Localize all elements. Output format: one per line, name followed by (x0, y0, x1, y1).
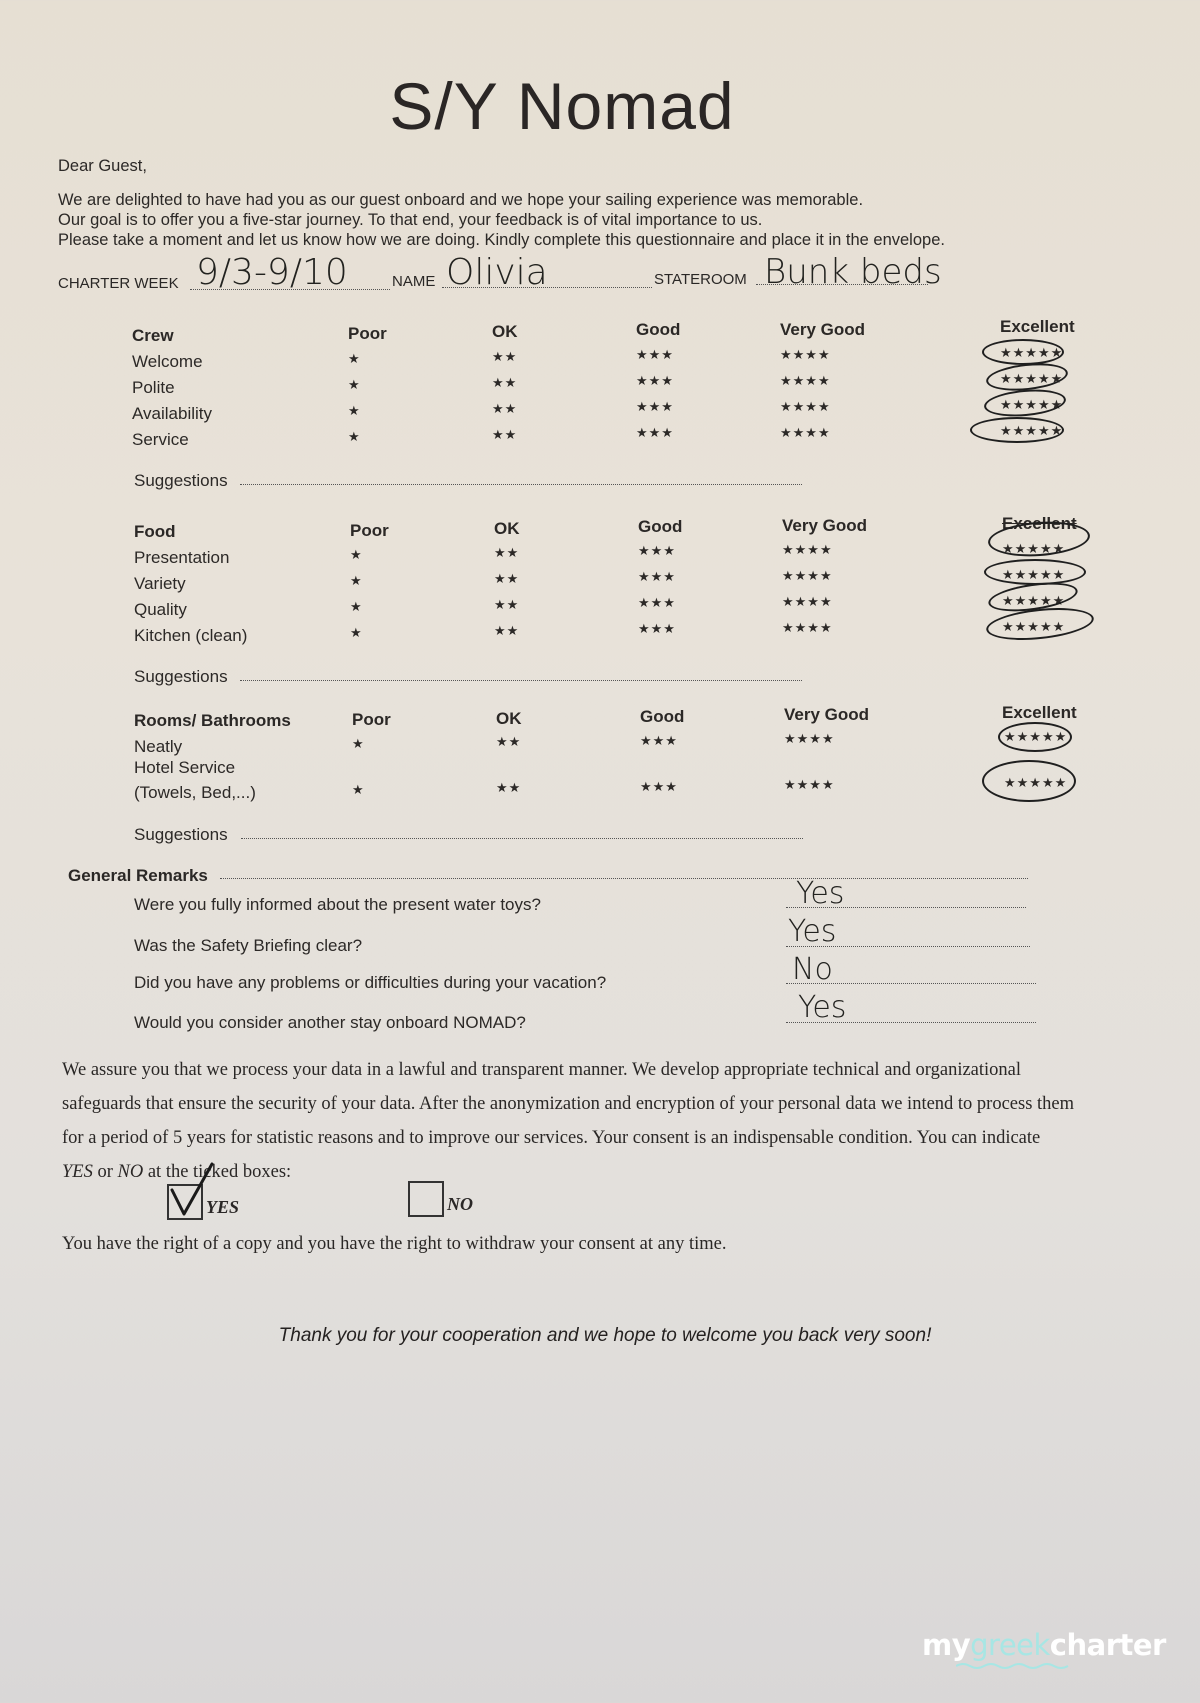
star-1[interactable]: ★ (350, 547, 363, 562)
ticked-text: at the ticked boxes: (147, 1162, 292, 1182)
section-title: General Remarks (68, 866, 208, 885)
star-2[interactable]: ★★ (492, 401, 518, 416)
star-2[interactable]: ★★ (496, 734, 522, 749)
star-2[interactable]: ★★ (496, 780, 522, 795)
item-label: Polite (132, 378, 175, 397)
item-label: Quality (134, 600, 187, 619)
suggestions-line[interactable] (240, 680, 802, 681)
suggestions-line[interactable] (240, 484, 802, 485)
name-value[interactable]: Olivia (446, 252, 548, 293)
item-label: Welcome (132, 352, 203, 371)
star-3[interactable]: ★★★ (638, 595, 676, 610)
item-label: Variety (134, 574, 186, 593)
star-5-selected[interactable]: ★★★★★ (1002, 619, 1066, 634)
star-3[interactable]: ★★★ (640, 733, 678, 748)
col-excellent: Excellent (1002, 514, 1077, 533)
stateroom-label: STATEROOM (654, 271, 747, 288)
yes-word: YES (62, 1162, 93, 1182)
star-3[interactable]: ★★★ (636, 399, 674, 414)
item-label: Presentation (134, 548, 230, 567)
greeting: Dear Guest, (58, 157, 147, 175)
section-title: Crew (132, 326, 174, 345)
star-5-selected[interactable]: ★★★★★ (1004, 729, 1068, 744)
selection-circle (970, 417, 1064, 443)
star-4[interactable]: ★★★★ (780, 347, 831, 362)
page-title: S/Y Nomad (389, 69, 735, 143)
consent-no-checkbox[interactable] (408, 1181, 444, 1217)
star-1[interactable]: ★ (348, 377, 361, 392)
star-3[interactable]: ★★★ (636, 373, 674, 388)
suggestions-line[interactable] (241, 838, 803, 839)
star-4[interactable]: ★★★★ (782, 594, 833, 609)
star-1[interactable]: ★ (352, 736, 365, 751)
col-excellent: Excellent (1002, 703, 1077, 722)
consent-no-label: NO (447, 1194, 473, 1214)
star-3[interactable]: ★★★ (640, 779, 678, 794)
section-title: Food (134, 522, 176, 541)
col-excellent: Excellent (1000, 317, 1075, 336)
star-4[interactable]: ★★★★ (782, 620, 833, 635)
logo-wave-icon (956, 1662, 1072, 1670)
star-5-selected[interactable]: ★★★★★ (1000, 371, 1064, 386)
logo-my: my (922, 1628, 971, 1662)
star-1[interactable]: ★ (350, 625, 363, 640)
question: Did you have any problems or difficulties during your vacation? (134, 973, 607, 992)
consent-right-text: You have the right of a copy and you have the right to withdraw your consent at any time. (62, 1234, 727, 1254)
selection-circle (982, 339, 1064, 365)
answer[interactable]: Yes (798, 990, 847, 1025)
star-1[interactable]: ★ (350, 573, 363, 588)
item-label: Kitchen (clean) (134, 626, 248, 645)
star-2[interactable]: ★★ (492, 427, 518, 442)
star-1[interactable]: ★ (348, 429, 361, 444)
star-4[interactable]: ★★★★ (784, 777, 835, 792)
answer[interactable]: Yes (796, 876, 845, 911)
star-3[interactable]: ★★★ (638, 569, 676, 584)
star-2[interactable]: ★★ (492, 349, 518, 364)
star-3[interactable]: ★★★ (636, 425, 674, 440)
intro-line-3: Please take a moment and let us know how we are doing. Kindly complete this questionnaire and place it in the envelope. (58, 231, 945, 249)
star-5-selected[interactable]: ★★★★★ (1000, 345, 1064, 360)
star-2[interactable]: ★★ (494, 597, 520, 612)
section-title: Rooms/ Bathrooms (134, 711, 291, 730)
item-label: Availability (132, 404, 213, 423)
consent-yes-label: YES (206, 1197, 240, 1217)
star-3[interactable]: ★★★ (638, 543, 676, 558)
logo-charter: charter (1049, 1628, 1166, 1662)
consent-line-2: safeguards that ensure the security of your data. After the anonymization and encryption of your personal data we intend to process them (62, 1094, 1075, 1114)
logo-greek: greek (970, 1628, 1050, 1662)
star-3[interactable]: ★★★ (636, 347, 674, 362)
selection-circle (998, 722, 1072, 752)
question: Was the Safety Briefing clear? (134, 936, 363, 955)
star-3[interactable]: ★★★ (638, 621, 676, 636)
star-5-selected[interactable]: ★★★★★ (1004, 775, 1068, 790)
item-label: Neatly (134, 737, 183, 756)
item-label: (Towels, Bed,...) (134, 783, 256, 802)
star-2[interactable]: ★★ (492, 375, 518, 390)
col-poor: Poor (348, 324, 387, 343)
star-4[interactable]: ★★★★ (780, 425, 831, 440)
stateroom-value[interactable]: Bunk beds (764, 252, 942, 292)
star-4[interactable]: ★★★★ (780, 373, 831, 388)
col-good: Good (636, 320, 681, 339)
star-4[interactable]: ★★★★ (782, 542, 833, 557)
star-1[interactable]: ★ (350, 599, 363, 614)
col-ok: OK (496, 709, 522, 728)
brand-logo (922, 1628, 1166, 1662)
star-1[interactable]: ★ (348, 351, 361, 366)
col-ok: OK (494, 519, 520, 538)
col-poor: Poor (352, 710, 391, 729)
col-good: Good (638, 517, 683, 536)
star-5-selected[interactable]: ★★★★★ (1000, 397, 1064, 412)
item-label: Service (132, 430, 189, 449)
col-very-good: Very Good (780, 320, 866, 339)
selection-circle (984, 559, 1086, 585)
col-poor: Poor (350, 521, 389, 540)
col-good: Good (640, 707, 685, 726)
question: Would you consider another stay onboard NOMAD? (134, 1013, 526, 1032)
star-2[interactable]: ★★ (494, 545, 520, 560)
star-4[interactable]: ★★★★ (780, 399, 831, 414)
star-2[interactable]: ★★ (494, 623, 520, 638)
answer[interactable]: No (792, 952, 833, 987)
star-5-selected[interactable]: ★★★★★ (1000, 423, 1064, 438)
charter-week-value[interactable]: 9/3-9/10 (196, 252, 348, 293)
name-label: NAME (392, 273, 436, 290)
star-2[interactable]: ★★ (494, 571, 520, 586)
thank-you-note: Thank you for your cooperation and we hope to welcome you back very soon! (278, 1325, 932, 1346)
selection-circle (982, 760, 1076, 802)
item-label: Hotel Service (134, 758, 236, 777)
consent-line-1: We assure you that we process your data in a lawful and transparent manner. We develop appropriate technical and organizational (62, 1060, 1022, 1080)
suggestions-label: Suggestions (134, 667, 228, 686)
star-5-selected[interactable]: ★★★★★ (1002, 541, 1066, 556)
consent-line-3: for a period of 5 years for statistic reasons and to improve our services. Your consent is an indispensable condition. You can indicate (62, 1128, 1041, 1148)
star-4[interactable]: ★★★★ (784, 731, 835, 746)
star-1[interactable]: ★ (352, 782, 365, 797)
star-4[interactable]: ★★★★ (782, 568, 833, 583)
star-5-selected[interactable]: ★★★★★ (1002, 593, 1066, 608)
intro-line-1: We are delighted to have had you as our guest onboard and we hope your sailing experience was memorable. (58, 191, 864, 209)
suggestions-label: Suggestions (134, 471, 228, 490)
question: Were you fully informed about the present water toys? (134, 895, 541, 914)
col-very-good: Very Good (784, 705, 870, 724)
col-ok: OK (492, 322, 518, 341)
selection-circle (983, 386, 1067, 419)
charter-week-label: CHARTER WEEK (58, 275, 179, 292)
no-word: NO (117, 1162, 144, 1182)
or-word: or (97, 1162, 113, 1182)
star-1[interactable]: ★ (348, 403, 361, 418)
intro-line-2: Our goal is to offer you a five-star journey. To that end, your feedback is of vital importance to us. (58, 211, 763, 229)
answer[interactable]: Yes (788, 914, 837, 949)
col-very-good: Very Good (782, 516, 868, 535)
star-5-selected[interactable]: ★★★★★ (1002, 567, 1066, 582)
general-remarks-line[interactable] (220, 878, 1028, 879)
suggestions-label: Suggestions (134, 825, 228, 844)
